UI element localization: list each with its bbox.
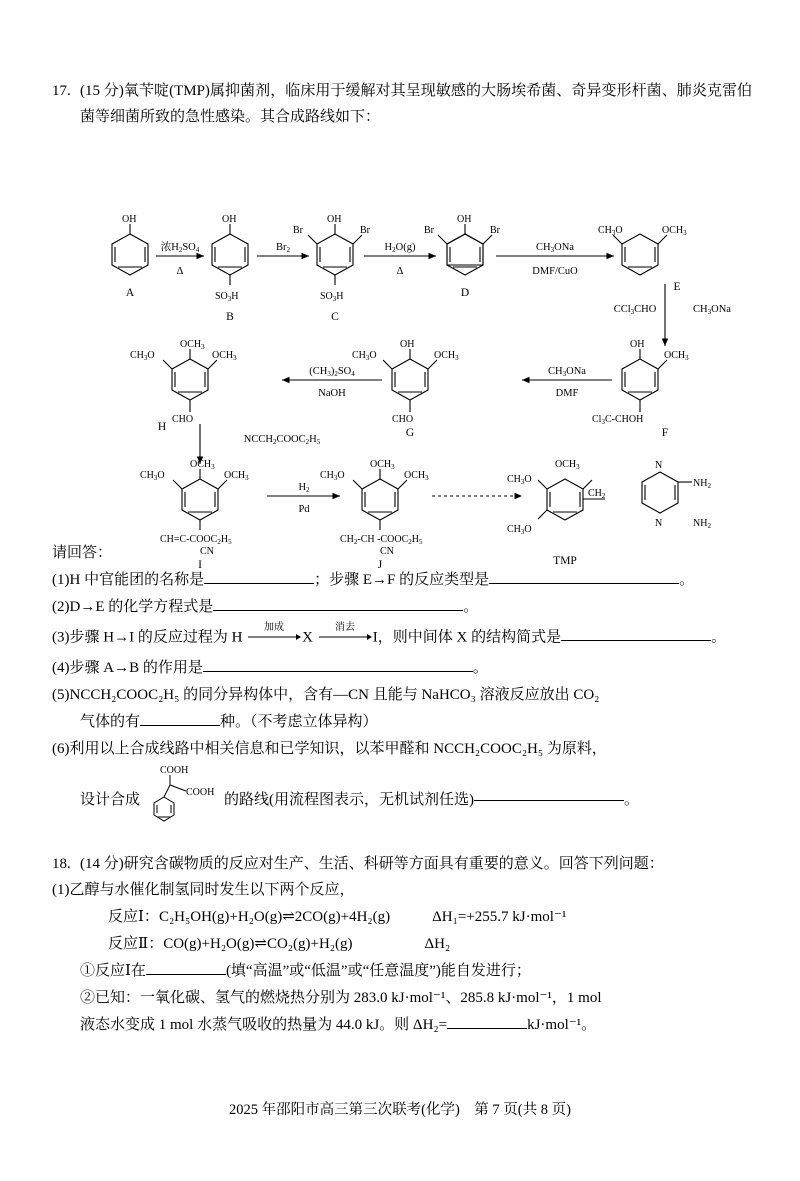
svg-text:OCH3: $OCH_3$ xyxy=(190,459,215,471)
svg-text:OH: OH xyxy=(630,339,645,350)
q18-sub-2-line1: ②已知：一氧化碳、氢气的燃烧热分别为 283.0 kJ·mol⁻¹、285.8 kJ·mol⁻¹，1 mol xyxy=(80,990,602,1006)
q18-sub-1-before: ①反应Ⅰ在 xyxy=(80,963,146,979)
q17-item-5-line1 xyxy=(52,682,752,709)
phenylmalonic-acid-structure xyxy=(140,763,224,837)
svg-text:SO3H: $SO_3H$ xyxy=(215,291,239,303)
q18-sub-2-after: kJ·mol⁻¹。 xyxy=(527,1017,597,1033)
svg-text:COOH: COOH xyxy=(186,787,215,798)
svg-text:OH: OH xyxy=(122,214,137,225)
svg-text:CH=C-COOC2H5: $CH=C-COOC_2H_5$ xyxy=(160,534,232,546)
q17-item-5 xyxy=(52,682,752,736)
svg-text:CH3O: $CH_3O$ xyxy=(352,350,377,362)
svg-text:Br: Br xyxy=(293,225,303,236)
q17-item-3 xyxy=(52,621,752,655)
q17-item-6-after: 。 xyxy=(624,791,640,808)
q17-item-5-before: 气体的有 xyxy=(80,714,141,730)
blank-18-2[interactable] xyxy=(447,1028,527,1029)
blank-3[interactable] xyxy=(561,640,711,641)
svg-text:Br: Br xyxy=(360,225,370,236)
svg-text:H: H xyxy=(157,421,167,433)
svg-text:C: C xyxy=(331,311,339,323)
svg-text:OCH3: $OCH_3$ xyxy=(555,459,580,471)
svg-text:H2: H2 xyxy=(298,482,310,494)
q17-item-6-before: 设计合成 xyxy=(80,791,141,808)
svg-text:消去: 消去 xyxy=(334,622,355,633)
q18-sub-2-line2 xyxy=(80,1012,752,1039)
svg-text:D: D xyxy=(460,287,470,299)
question-17-stem: (15 分)氧苄啶(TMP)属抑菌剂，临床用于缓解对其呈现敏感的大肠埃希菌、奇异变形杆菌、肺炎克雷伯菌等细菌所致的急性感染。其合成路线如下： xyxy=(80,83,752,125)
q17-item-5-text: NCCH₂COOC₂H₅ 的同分异构体中，含有—CN 且能与 NaHCO₃ 溶液反应放出 CO₂ xyxy=(69,687,600,703)
q17-item-3-label: (3) xyxy=(52,629,70,646)
blank-2[interactable] xyxy=(213,610,463,611)
svg-text:CH2: $CH_2$ xyxy=(588,488,606,500)
svg-text:CN: CN xyxy=(380,546,394,557)
q18-reaction-1-enthalpy: ΔH₁=+255.7 kJ·mol⁻¹ xyxy=(432,909,567,925)
svg-text:OH: OH xyxy=(457,214,472,225)
svg-text:I: I xyxy=(198,559,202,571)
svg-text:浓H2SO4: 浓H2SO4 xyxy=(160,242,200,254)
q17-item-6-text: 利用以上合成线路中相关信息和已学知识，以苯甲醛和 NCCH₂COOC₂H₅ 为原料， xyxy=(69,741,607,757)
blank-4[interactable] xyxy=(203,671,473,672)
svg-text:COOH: COOH xyxy=(160,765,189,776)
svg-text:CH3O: $CH_3O$ xyxy=(507,524,532,536)
svg-text:OCH3: $OCH_3$ xyxy=(370,459,395,471)
q18-reaction-2-enthalpy: ΔH₂ xyxy=(424,936,451,952)
svg-text:OCH3: $OCH_3$ xyxy=(664,350,689,362)
svg-text:CN: CN xyxy=(200,546,214,557)
q17-item-2 xyxy=(52,594,752,621)
svg-text:Δ: Δ xyxy=(396,266,404,277)
answer-prompt: 请回答： xyxy=(52,545,113,561)
question-18 xyxy=(52,851,752,1039)
svg-text:NH2: $NH_2$ xyxy=(693,478,711,490)
q17-item-1-after: 。 xyxy=(679,572,695,588)
q17-item-2-label: (2) xyxy=(52,599,70,615)
svg-text:CH3O: $CH_3O$ xyxy=(130,350,155,362)
q17-item-1-label: (1) xyxy=(52,572,70,588)
svg-text:Cl3C-CHOH: $Cl_3C$-CHOH xyxy=(592,414,644,426)
svg-text:Br: Br xyxy=(424,225,434,236)
svg-text:CHO: CHO xyxy=(172,414,194,425)
svg-text:CH3O: $CH_3O$ xyxy=(507,474,532,486)
svg-text:(CH3)2SO4: (CH3)2SO4 xyxy=(309,366,355,378)
arrow-step-2 xyxy=(317,621,373,655)
svg-text:OCH3: $OCH_3$ xyxy=(212,350,237,362)
q17-item-5-line2 xyxy=(80,709,752,736)
question-18-stem: (14 分)研究含碳物质的反应对生产、生活、科研等方面具有重要的意义。回答下列问题： xyxy=(80,856,664,872)
q18-item-1: (1)乙醇与水催化制氢同时发生以下两个反应， xyxy=(52,882,355,898)
svg-text:CH3O: $CH_3O$ xyxy=(320,470,345,482)
svg-text:G: G xyxy=(405,427,415,439)
svg-text:N: N xyxy=(655,518,663,529)
svg-text:OCH3: $OCH_3$ xyxy=(180,339,205,351)
question-17-header xyxy=(52,78,752,130)
q17-item-6-label: (6) xyxy=(52,741,70,757)
svg-text:CH3ONa: CH3ONa xyxy=(693,304,731,316)
q17-item-3-mid2: I，则中间体 X 的结构简式是 xyxy=(372,629,562,646)
svg-text:A: A xyxy=(125,287,135,299)
q17-item-2-before: D→E 的化学方程式是 xyxy=(69,599,214,615)
q17-item-1-mid: ；步骤 E→F 的反应类型是 xyxy=(314,572,490,588)
q17-item-1-before: H 中官能团的名称是 xyxy=(69,572,205,588)
exam-content xyxy=(52,78,752,1041)
svg-text:OH: OH xyxy=(222,214,237,225)
q17-item-6 xyxy=(52,736,752,837)
svg-text:NCCH2COOC2H5: NCCH2COOC2H5 xyxy=(243,434,321,446)
blank-18-1[interactable] xyxy=(146,974,226,975)
blank-5[interactable] xyxy=(140,725,220,726)
svg-text:OCH3: $OCH_3$ xyxy=(662,225,687,237)
blank-1a[interactable] xyxy=(204,583,314,584)
q17-item-4-before: 步骤 A→B 的作用是 xyxy=(69,660,203,676)
q17-item-4-label: (4) xyxy=(52,660,70,676)
q17-item-3-before: 步骤 H→I 的反应过程为 H xyxy=(69,629,243,646)
q18-sub-1 xyxy=(80,958,752,985)
svg-text:Br: Br xyxy=(490,225,500,236)
q18-reaction-2-equation: CO(g)+H₂O(g)⇌CO₂(g)+H₂(g) xyxy=(163,936,353,952)
svg-text:TMP: TMP xyxy=(553,555,577,567)
q17-item-6-line2 xyxy=(80,763,752,837)
arrow-step-1 xyxy=(246,621,302,655)
svg-text:Br2: Br2 xyxy=(276,242,290,254)
svg-text:B: B xyxy=(226,311,234,323)
q17-item-6-line1 xyxy=(52,736,752,763)
svg-text:CH3O: $CH_3O$ xyxy=(140,470,165,482)
svg-text:Δ: Δ xyxy=(176,266,184,277)
q18-reaction-1-label: 反应Ⅰ： xyxy=(108,909,159,925)
q17-item-3-mid1: X xyxy=(302,629,314,646)
svg-text:DMF/CuO: DMF/CuO xyxy=(532,266,578,277)
q18-sub-1-after: (填“高温”或“低温”或“任意温度”)能自发进行； xyxy=(225,963,531,979)
q17-item-4-after: 。 xyxy=(472,660,488,676)
page-footer: 2025 年邵阳市高三第三次联考(化学) 第 7 页(共 8 页) xyxy=(229,1102,571,1118)
svg-text:Pd: Pd xyxy=(298,504,310,515)
svg-text:DMF: DMF xyxy=(555,388,579,399)
svg-text:CH3ONa: CH3ONa xyxy=(548,366,586,378)
svg-text:CH2-CH -COOC2H5: $CH_2-CH$ $-COOC_2H_5$ xyxy=(340,534,423,546)
q18-sub-2-before: 液态水变成 1 mol 水蒸气吸收的热量为 44.0 kJ。则 ΔH₂= xyxy=(80,1017,448,1033)
q17-item-6-mid: 的路线(用流程图表示，无机试剂任选) xyxy=(224,791,475,808)
svg-text:OCH3: $OCH_3$ xyxy=(404,470,429,482)
svg-text:NH2: $NH_2$ xyxy=(693,518,711,530)
q17-item-5-label: (5) xyxy=(52,687,70,703)
q18-reaction-1 xyxy=(108,904,752,931)
q17-item-4 xyxy=(52,655,752,682)
q17-item-3-after: 。 xyxy=(711,629,727,646)
blank-1b[interactable] xyxy=(489,583,679,584)
question-17-number: 17. xyxy=(52,83,71,99)
svg-text:OCH3: $OCH_3$ xyxy=(224,470,249,482)
svg-text:OCH3: $OCH_3$ xyxy=(434,350,459,362)
svg-text:OH: OH xyxy=(327,214,342,225)
svg-text:CCl3CHO: CCl3CHO xyxy=(613,304,657,316)
q17-item-5-after: 种。（不考虑立体异构） xyxy=(220,714,378,730)
svg-text:F: F xyxy=(661,427,669,439)
question-17 xyxy=(52,78,752,837)
svg-text:SO3H: $SO_3H$ xyxy=(320,291,344,303)
svg-text:CH3ONa: CH3ONa xyxy=(536,242,574,254)
q18-reaction-2-label: 反应Ⅱ： xyxy=(108,936,164,952)
q17-item-2-after: 。 xyxy=(463,599,479,615)
svg-text:E: E xyxy=(673,281,681,293)
svg-text:CH3O: $CH_3O$ xyxy=(598,225,623,237)
svg-text:NaOH: NaOH xyxy=(318,388,346,399)
svg-text:CHO: CHO xyxy=(392,414,414,425)
svg-text:H2O(g): H2O(g) xyxy=(384,242,416,254)
svg-text:N: N xyxy=(655,460,663,471)
svg-text:加成: 加成 xyxy=(264,622,285,633)
blank-6[interactable] xyxy=(474,800,624,801)
q18-reaction-1-equation: C₂H₅OH(g)+H₂O(g)⇌2CO(g)+4H₂(g) xyxy=(158,909,391,925)
q18-reaction-2 xyxy=(108,931,752,958)
svg-text:J: J xyxy=(377,559,383,571)
question-18-header xyxy=(52,851,752,877)
q17-item-1 xyxy=(52,567,752,594)
svg-text:OH: OH xyxy=(400,339,415,350)
question-18-number: 18. xyxy=(52,856,71,872)
